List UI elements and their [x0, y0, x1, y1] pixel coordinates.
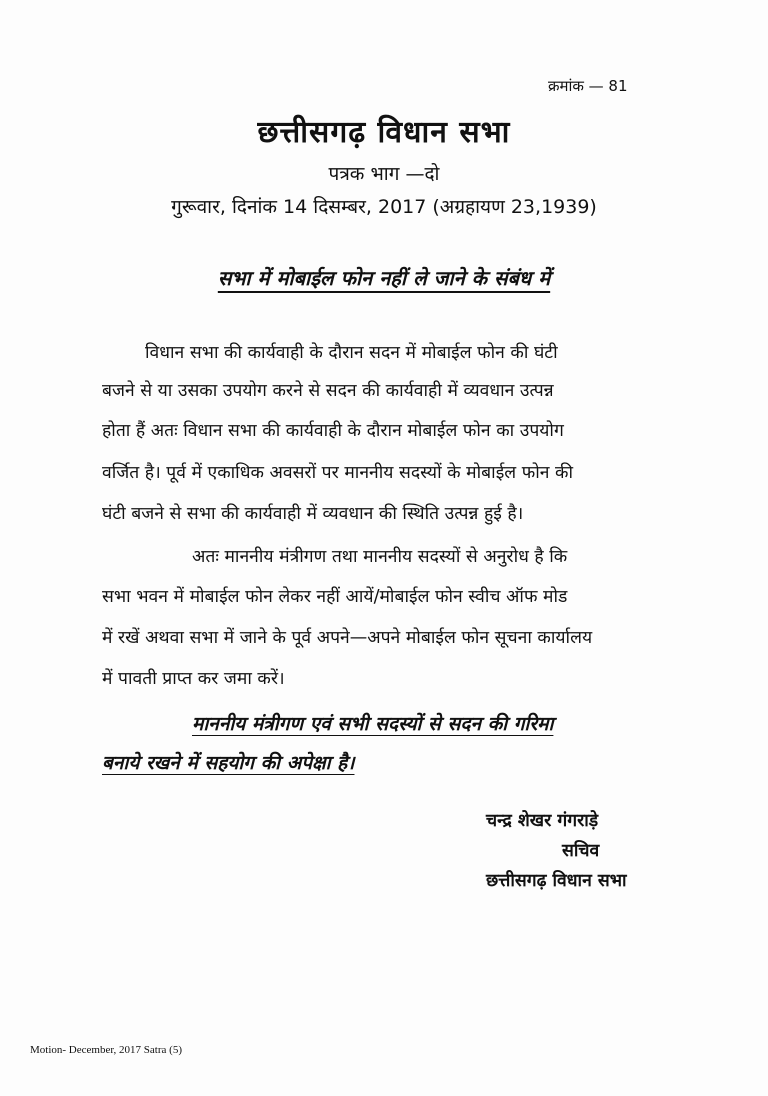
- paragraph1-line: विधान सभा की कार्यवाही के दौरान सदन में मोबाईल फोन की घंटी: [145, 343, 558, 363]
- signatory-office: छत्तीसगढ़ विधान सभा: [486, 871, 627, 891]
- subject-heading: सभा में मोबाईल फोन नहीं ले जाने के संबंध में: [217, 266, 551, 290]
- paragraph2-line: में पावती प्राप्त कर जमा करें।: [102, 669, 285, 689]
- page-subtitle: पत्रक भाग —दो: [328, 163, 440, 185]
- emphasis-line: बनाये रखने में सहयोग की अपेक्षा है।: [102, 752, 355, 774]
- page-title: छत्तीसगढ़ विधान सभा: [257, 115, 511, 150]
- paragraph1-line: घंटी बजने से सभा की कार्यवाही में व्यवधान की स्थिति उत्पन्न हुई है।: [102, 504, 524, 524]
- date-line: गुरूवार, दिनांक 14 दिसम्बर, 2017 (अग्रहायण 23,1939): [171, 196, 597, 218]
- signatory-name: चन्द्र शेखर गंगराड़े: [486, 811, 599, 831]
- signatory-designation: सचिव: [562, 841, 600, 861]
- paragraph1-line: वर्जित है। पूर्व में एकाधिक अवसरों पर माननीय सदस्यों के मोबाईल फोन की: [102, 463, 573, 483]
- emphasis-line: माननीय मंत्रीगण एवं सभी सदस्यों से सदन की गरिमा: [192, 713, 554, 735]
- paragraph1-line: होता हैं अतः विधान सभा की कार्यवाही के दौरान मोबाईल फोन का उपयोग: [102, 421, 564, 441]
- paragraph1-line: बजने से या उसका उपयोग करने से सदन की कार्यवाही में व्यवधान उत्पन्न: [102, 381, 554, 401]
- paragraph2-line: सभा भवन में मोबाईल फोन लेकर नहीं आयें/मोबाईल फोन स्वीच ऑफ मोड: [102, 587, 568, 607]
- footer-reference: Motion- December, 2017 Satra (5): [30, 1044, 182, 1056]
- paragraph2-line: में रखें अथवा सभा में जाने के पूर्व अपने—अपने मोबाईल फोन सूचना कार्यालय: [102, 628, 593, 648]
- serial-number: क्रमांक — 81: [548, 77, 628, 95]
- paragraph2-line: अतः माननीय मंत्रीगण तथा माननीय सदस्यों से अनुरोध है कि: [192, 547, 568, 567]
